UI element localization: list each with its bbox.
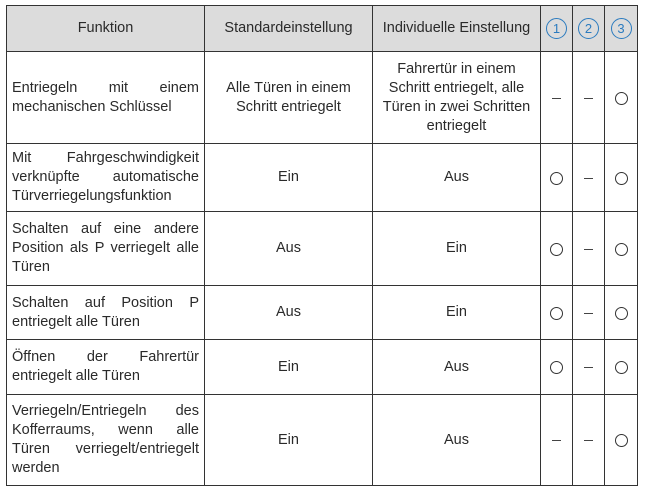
method-3-cell — [605, 340, 638, 395]
not-available-dash-icon — [552, 440, 561, 441]
circled-number-3-icon: 3 — [611, 18, 632, 39]
method-1-cell — [541, 286, 573, 340]
not-available-dash-icon — [552, 98, 561, 99]
table-row — [7, 212, 638, 286]
custom-setting-cell: Ein — [373, 212, 541, 286]
available-circle-icon — [550, 243, 563, 256]
function-cell: Schalten auf eine andere Position als P verriegelt alle Türen — [7, 212, 205, 286]
not-available-dash-icon — [584, 313, 593, 314]
default-setting-cell: Aus — [205, 286, 373, 340]
custom-setting-cell: Aus — [373, 395, 541, 486]
available-circle-icon — [615, 172, 628, 185]
not-available-dash-icon — [584, 178, 593, 179]
table-row — [7, 52, 638, 144]
available-circle-icon — [550, 307, 563, 320]
method-1-cell — [541, 395, 573, 486]
method-2-cell — [573, 212, 605, 286]
custom-setting-cell: Fahrertür in einem Schritt entriegelt, alle Türen in zwei Schritten entriegelt — [373, 52, 541, 144]
function-cell: Verriegeln/Entriegeln des Kofferraums, wenn alle Türen verriegelt/entriegelt werden — [7, 395, 205, 486]
header-row — [7, 6, 638, 52]
table-row — [7, 340, 638, 395]
method-1-cell — [541, 212, 573, 286]
available-circle-icon — [550, 361, 563, 374]
circled-number-1-icon: 1 — [546, 18, 567, 39]
available-circle-icon — [615, 361, 628, 374]
method-1-cell — [541, 52, 573, 144]
available-circle-icon — [615, 434, 628, 447]
not-available-dash-icon — [584, 440, 593, 441]
table-row — [7, 286, 638, 340]
settings-table — [6, 5, 638, 486]
function-cell: Entriegeln mit einem mechanischen Schlüssel — [7, 52, 205, 144]
default-setting-cell: Ein — [205, 395, 373, 486]
available-circle-icon — [550, 172, 563, 185]
method-2-cell — [573, 340, 605, 395]
table-row — [7, 395, 638, 486]
method-2-cell — [573, 144, 605, 212]
function-cell: Mit Fahrgeschwindigkeit verknüpfte automatische Türverriegelungsfunktion — [7, 144, 205, 212]
function-cell: Öffnen der Fahrertür entriegelt alle Türen — [7, 340, 205, 395]
header-default-setting: Standardeinstellung — [205, 6, 373, 52]
function-cell: Schalten auf Position P entriegelt alle Türen — [7, 286, 205, 340]
not-available-dash-icon — [584, 249, 593, 250]
circled-number-2-icon: 2 — [578, 18, 599, 39]
custom-setting-cell: Aus — [373, 340, 541, 395]
default-setting-cell: Ein — [205, 144, 373, 212]
method-2-cell — [573, 52, 605, 144]
method-3-cell — [605, 212, 638, 286]
header-function: Funktion — [7, 6, 205, 52]
header-method-3 — [605, 6, 638, 52]
header-method-2 — [573, 6, 605, 52]
method-2-cell — [573, 395, 605, 486]
default-setting-cell: Ein — [205, 340, 373, 395]
method-3-cell — [605, 286, 638, 340]
header-custom-setting: Individuelle Einstellung — [373, 6, 541, 52]
method-2-cell — [573, 286, 605, 340]
available-circle-icon — [615, 92, 628, 105]
available-circle-icon — [615, 243, 628, 256]
not-available-dash-icon — [584, 98, 593, 99]
custom-setting-cell: Ein — [373, 286, 541, 340]
method-1-cell — [541, 340, 573, 395]
method-3-cell — [605, 395, 638, 486]
header-method-1 — [541, 6, 573, 52]
method-1-cell — [541, 144, 573, 212]
default-setting-cell: Aus — [205, 212, 373, 286]
not-available-dash-icon — [584, 367, 593, 368]
default-setting-cell: Alle Türen in einem Schritt entriegelt — [205, 52, 373, 144]
method-3-cell — [605, 52, 638, 144]
custom-setting-cell: Aus — [373, 144, 541, 212]
method-3-cell — [605, 144, 638, 212]
table-row — [7, 144, 638, 212]
available-circle-icon — [615, 307, 628, 320]
